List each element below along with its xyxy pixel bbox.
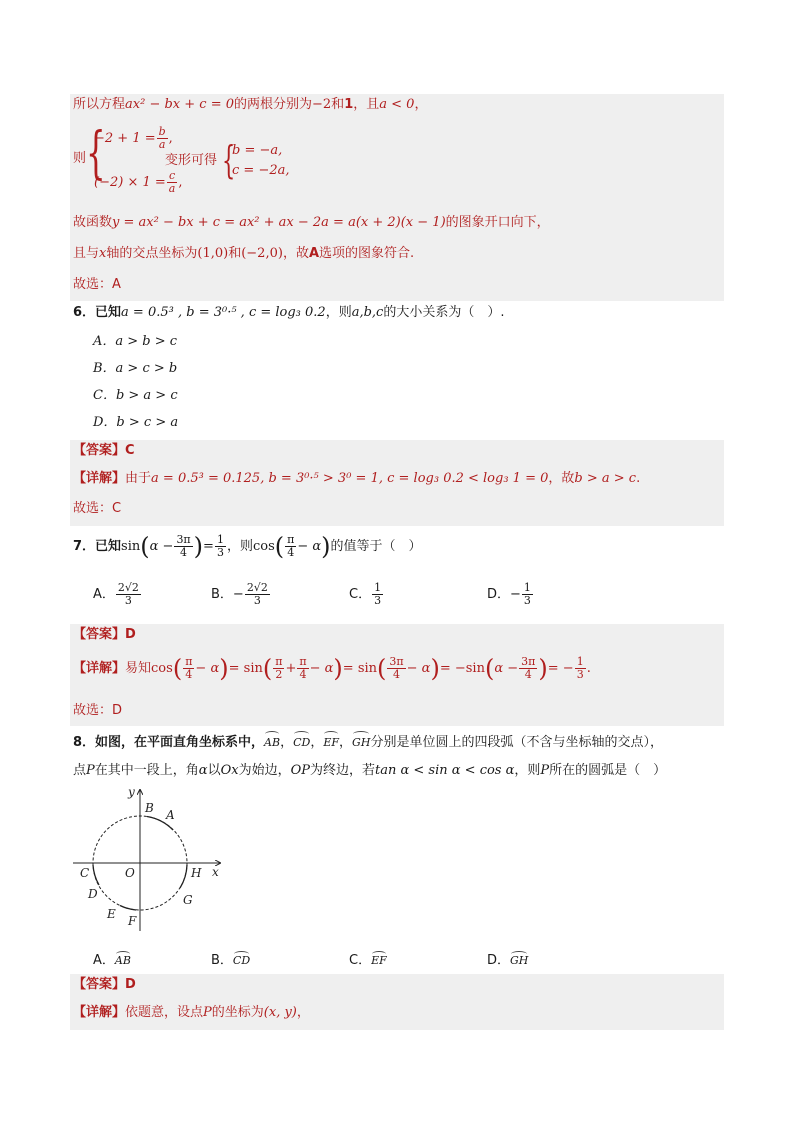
q8-stem-line2: 点P在其中一段上，角α以Ox为始边，OP为终边，若tan α < sin α < cos α，则P所在的圆弧是（ ） [73, 763, 667, 778]
arc-gh [180, 865, 187, 888]
q6-option-b[interactable]: B．a > c > b [93, 361, 178, 376]
arc-cd [93, 865, 99, 885]
sol5-ze: 则 [73, 151, 87, 166]
res-eq2: c = −2a, [232, 163, 290, 178]
q6-detail: 【详解】由于a = 0.5³ = 0.125, b = 3⁰·⁵ > 3⁰ = 1, c = log₃ 0.2 < log₃ 1 = 0，故b > a > c. [73, 471, 641, 486]
q6-stem: 6．已知a = 0.5³ , b = 3⁰·⁵ , c = log₃ 0.2，则a,b,c的大小关系为（ ）. [73, 305, 505, 320]
fig-label-b: B [145, 801, 154, 815]
res-eq1: b = −a, [232, 143, 283, 158]
q6-option-d[interactable]: D．b > c > a [93, 415, 179, 430]
q6-answer: 【答案】C [73, 443, 135, 458]
sys-eq2: (−2) × 1 = $\frac{c}{a}$ , [94, 169, 183, 195]
left-brace: { [86, 121, 106, 186]
fig-label-f: F [128, 914, 137, 928]
fig-label-y: y [128, 786, 135, 799]
q8-option-d[interactable]: D．GH [487, 953, 529, 968]
q6-option-c[interactable]: C．b > a > c [93, 388, 178, 403]
sys-eq1: −2 + 1 = $\frac{b}{a}$ , [94, 125, 173, 151]
sol5-line1: 所以方程ax² − bx + c = 0的两根分别为−2和1，且a < 0， [73, 97, 428, 112]
unit-circle-figure [70, 786, 230, 936]
fig-label-x: x [212, 865, 219, 879]
q7-option-a[interactable]: A． $\frac{2√2}{3}$ [93, 581, 139, 607]
q8-detail: 【详解】依题意，设点P的坐标为(x, y)， [73, 1005, 310, 1020]
arc-ef [120, 906, 136, 911]
q7-option-b[interactable]: B．− $\frac{2√2}{3}$ [211, 581, 268, 607]
fig-label-h: H [191, 866, 202, 880]
fig-label-g: G [183, 893, 193, 907]
fig-label-e: E [107, 907, 116, 921]
right-brace: { [222, 138, 236, 182]
q7-answer: 【答案】D [73, 627, 136, 642]
fig-label-o: O [125, 866, 135, 880]
sol5-bianxing: 变形可得 [165, 153, 218, 168]
sol5-line3: 故函数y = ax² − bx + c = ax² + ax − 2a = a(x + 2)(x − 1)的图象开口向下， [73, 215, 550, 230]
q6-choice: 故选：C [73, 501, 122, 516]
q7-option-d[interactable]: D．− $\frac{1}{3}$ [487, 581, 531, 607]
q8-option-b[interactable]: B．CD [211, 953, 251, 968]
q8-option-a[interactable]: A．AB [93, 953, 131, 968]
q7-option-c[interactable]: C． $\frac{1}{3}$ [349, 581, 382, 607]
q7-detail: 【详解】易知cos( $\frac{\pi}{4}$ − α)= sin( $\frac{\pi}{2}$ + $\frac{\pi}{4}$ − α)= sin( $\frac{3\pi}{4}$ − α)= −sin(α − $\frac{3\pi}{4}$ )= − $\frac{1}{3}$ . [73, 654, 591, 683]
q8-answer: 【答案】D [73, 977, 136, 992]
fig-label-a: A [166, 808, 175, 822]
q8-option-c[interactable]: C．EF [349, 953, 387, 968]
q8-stem-line1: 8．如图，在平面直角坐标系中，AB，CD，EF，GH分别是单位圆上的四段弧（不含与坐标轴的交点）， [73, 735, 663, 750]
fig-label-c: C [80, 866, 90, 880]
fig-label-d: D [88, 887, 98, 901]
q6-option-a[interactable]: A．a > b > c [93, 334, 178, 349]
q7-stem: 7．已知sin(α − $\frac{3\pi}{4}$ )= $\frac{1}{3}$ ，则cos( $\frac{\pi}{4}$ − α)的值等于（ ） [73, 532, 422, 561]
sol5-line4: 且与x轴的交点坐标为(1,0)和(−2,0)，故A选项的图象符合. [73, 246, 415, 261]
sol5-choice: 故选：A [73, 277, 121, 292]
q7-choice: 故选：D [73, 703, 123, 718]
